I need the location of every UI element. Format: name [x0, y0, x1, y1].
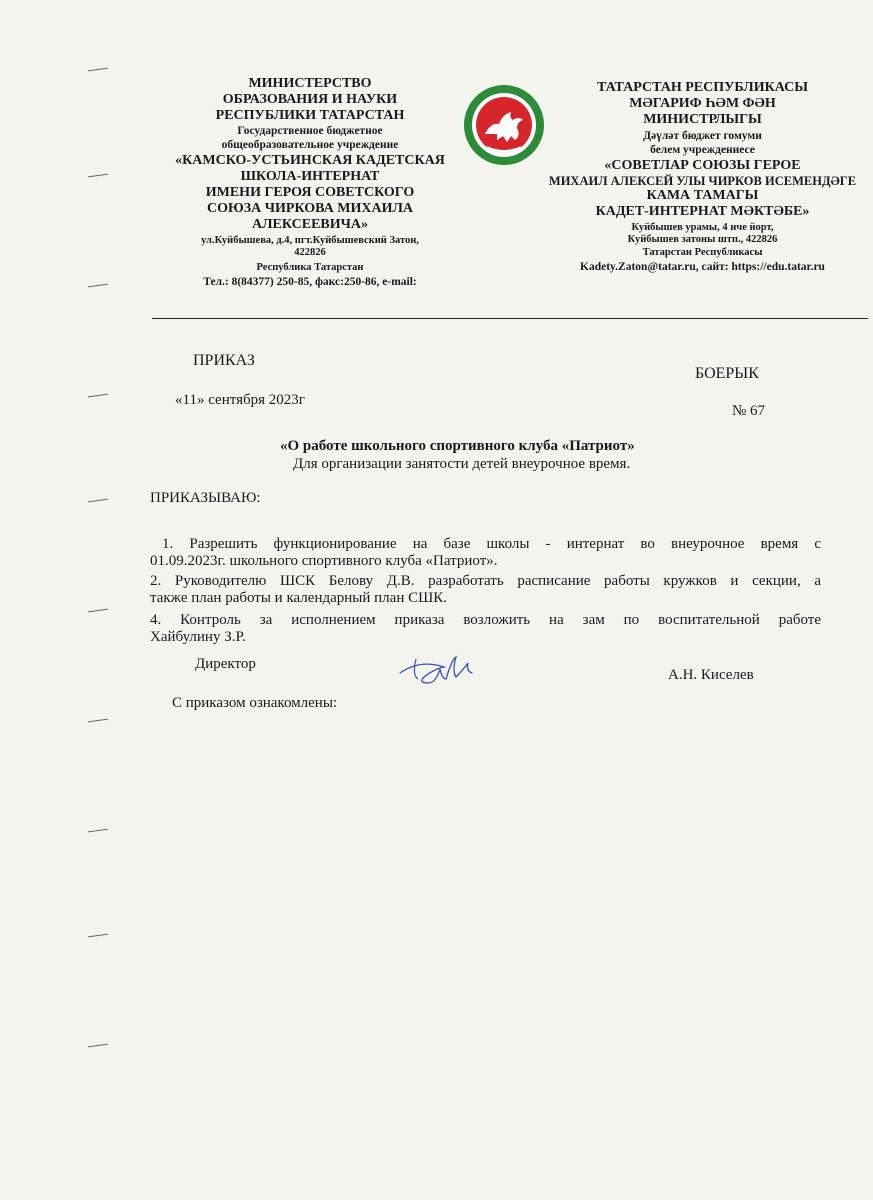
order-item-line: также план работы и календарный план СШК. — [150, 590, 447, 606]
address-line: ул.Куйбышева, д.4, пгт.Куйбышевский Затон, — [201, 235, 419, 247]
school-name-line: МИХАИЛ АЛЕКСЕЙ УЛЫ ЧИРКОВ ИСЕМЕНДӘГЕ — [548, 173, 857, 188]
order-title: «О работе школьного спортивного клуба «Патриот» — [280, 438, 635, 454]
order-items — [150, 536, 821, 646]
order-subtitle: Для организации занятости детей внеурочное время. — [293, 456, 631, 472]
org-type-line: белем учреждениесе — [650, 143, 755, 156]
school-name-line: КАДЕТ-ИНТЕРНАТ МӘКТӘБЕ» — [595, 204, 810, 220]
school-name-line: «КАМСКО-УСТЬИНСКАЯ КАДЕТСКАЯ — [175, 152, 445, 168]
address-line: Республика Татарстан — [256, 262, 364, 274]
order-label-right: БОЕРЫК — [695, 365, 759, 382]
order-label-left: ПРИКАЗ — [193, 352, 255, 369]
address-line: Куйбышев урамы, 4 нче йорт, — [631, 222, 774, 234]
header-left-block — [155, 76, 465, 290]
ministry-name-line: ТАТАРСТАН РЕСПУБЛИКАСЫ — [596, 80, 809, 95]
order-item-line: 1. Разрешить функционирование на базе школы - интернат во внеурочное время с — [162, 536, 821, 552]
order-number: № 67 — [732, 403, 766, 419]
contacts-line: Тел.: 8(84377) 250-85, факс:250-86, e-mail: — [203, 276, 417, 289]
signature-image — [398, 645, 498, 695]
contacts-line: Kadety.Zaton@tatar.ru, сайт: https://edu.tatar.ru — [580, 260, 825, 273]
org-type-line: общеобразовательное учреждение — [221, 138, 399, 151]
order-item-line: Хайбулину З.Р. — [150, 629, 246, 645]
order-date: «11» сентября 2023г — [175, 392, 305, 408]
school-name-line: ИМЕНИ ГЕРОЯ СОВЕТСКОГО — [205, 184, 415, 200]
header-right-block — [532, 80, 873, 274]
order-item-line: 4. Контроль за исполнением приказа возложить на зам по воспитательной работе — [150, 612, 821, 628]
order-item-line: 2. Руководителю ШСК Белову Д.В. разработать расписание работы кружков и секции, а — [150, 573, 821, 589]
school-name-line: СОЮЗА ЧИРКОВА МИХАИЛА — [207, 201, 413, 216]
ministry-name-line: МИНИСТРЛЫГЫ — [643, 112, 762, 128]
address-line: 422826 — [294, 247, 326, 259]
signer-name: А.Н. Киселев — [668, 667, 754, 683]
ministry-name-line: ОБРАЗОВАНИЯ И НАУКИ — [222, 92, 398, 108]
address-line: Татарстан Республикасы — [642, 246, 763, 258]
header-divider — [152, 318, 868, 319]
signer-title: Директор — [195, 656, 256, 672]
acknowledged-line: С приказом ознакомлены: — [172, 695, 338, 711]
ministry-name-line: МИНИСТЕРСТВО — [248, 76, 372, 91]
ministry-name-line: РЕСПУБЛИКИ ТАТАРСТАН — [215, 108, 405, 124]
school-name-line: ШКОЛА-ИНТЕРНАТ — [240, 168, 380, 184]
order-item-line: 01.09.2023г. школьного спортивного клуба «Патриот». — [150, 553, 498, 569]
school-name-line: «СОВЕТЛАР СОЮЗЫ ГЕРОЕ — [604, 157, 801, 173]
ministry-name-line: МӘГАРИФ ҺӘМ ФӘН — [629, 96, 776, 112]
address-line: Куйбышев затоны штп., 422826 — [627, 234, 778, 246]
order-command: ПРИКАЗЫВАЮ: — [150, 490, 261, 506]
school-name-line: КАМА ТАМАГЫ — [646, 188, 759, 204]
org-type-line: Дәүләт бюджет гомуми — [643, 130, 762, 143]
school-name-line: АЛЕКСЕЕВИЧА» — [251, 217, 369, 233]
org-type-line: Государственное бюджетное — [237, 125, 383, 138]
